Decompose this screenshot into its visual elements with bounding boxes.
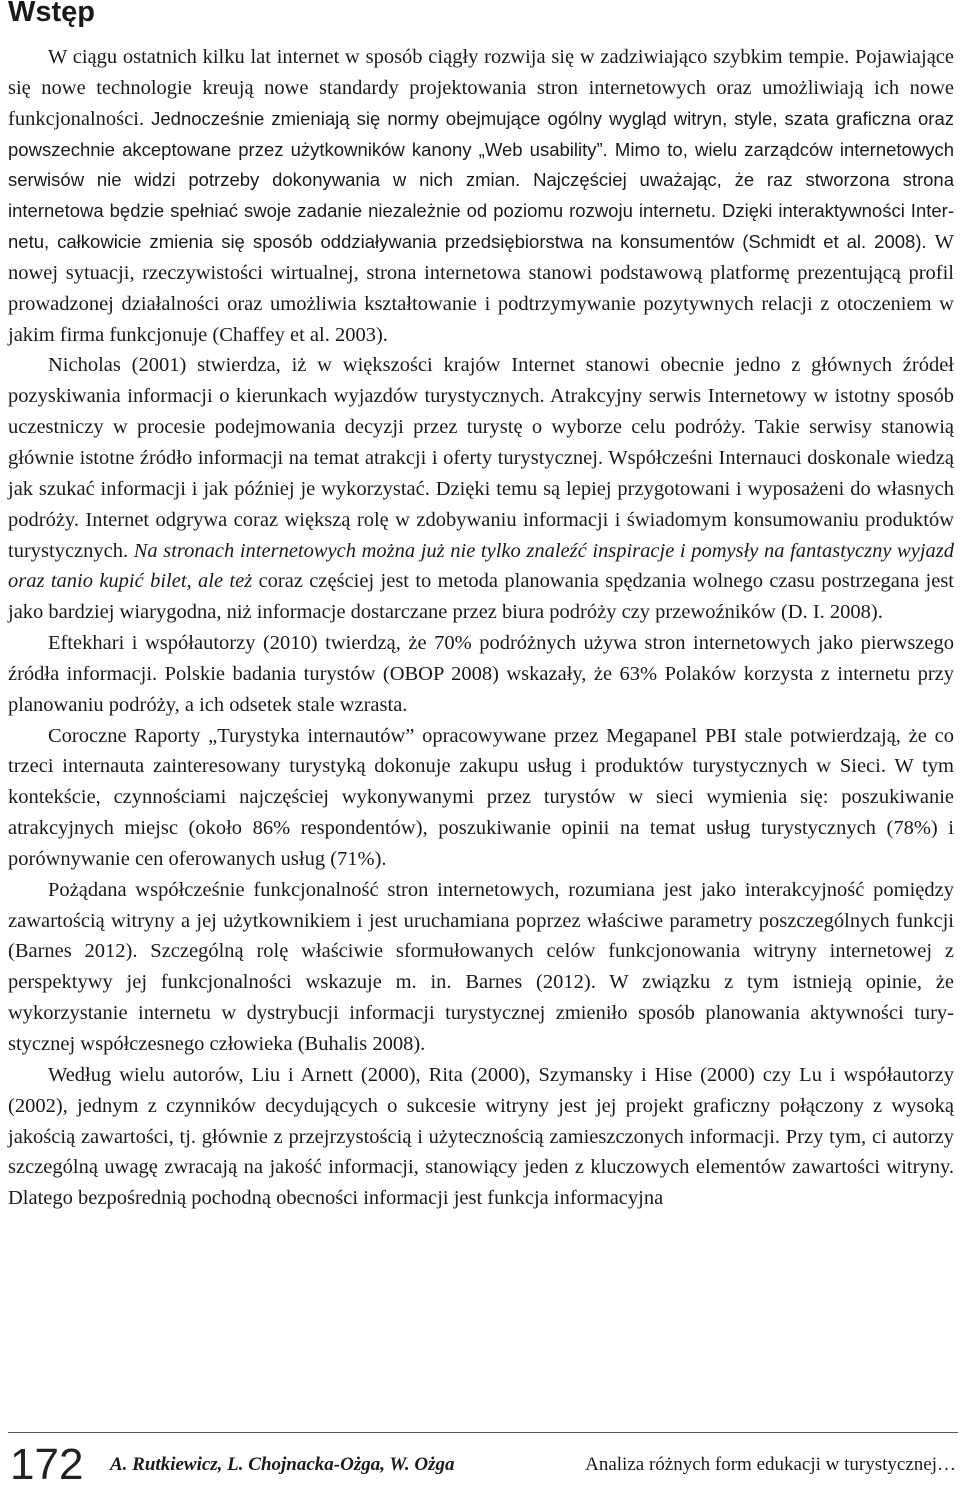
- paragraph: [8, 1060, 954, 1214]
- page-number: 172: [10, 1440, 84, 1489]
- text-segment: Jednocześnie zmieniają się normy obejmujące ogólny wygląd witryn, style, szata graficzna oraz powszechnie akceptowane przez użytkowników kanony „Web usability”. Mimo to, wielu zarządców internetowych serwisów nie widzi potrzeby dokonywania w nich zmian. Najczęściej uważając, że raz stworzona strona internetowa będzie spełniać swoje zadanie niezależnie od poziomu rozwoju internetu. Dzięki interaktywności Internetu, całkowicie zmienia się sposób oddziaływania przedsiębiorstwa na konsumentów (Schmidt et al. 2008).: [8, 107, 954, 253]
- text-segment: Pożądana współcześnie funkcjonalność stron internetowych, rozumiana jest jako interakcyjność pomiędzy zawartością witryny a jej użytkownikiem i jest uruchamiana poprzez właściwe parametry poszczególnych funkcji (Barnes 2012). Szczególną rolę właściwie sformułowanych celów funkcjonowania witryny internetowej z perspektywy jej funkcjonalności wskazuje m. in. Barnes (2012). W związku z tym istnieją opinie, że wykorzystanie internetu w dystrybucji informacji turystycznej zmieniło sposób planowania aktywności turystycznej współczesnego człowieka (Buhalis 2008).: [8, 878, 954, 1055]
- paragraph: [8, 721, 954, 875]
- paragraph: [8, 350, 954, 628]
- text-segment: W nowej sytuacji, rzeczywistości wirtualnej, strona internetowa stanowi podstawową platformę prezentującą profil prowadzonej działalności oraz umożliwia kształtowanie i podtrzymywanie pozytywnych relacji z otoczeniem w jakim firma funkcjonuje (Chaffey et al. 2003).: [8, 231, 954, 346]
- text-segment: Według wielu autorów, Liu i Arnett (2000), Rita (2000), Szymansky i Hise (2000) czy Lu i współautorzy (2002), jednym z czynników decydujących o sukcesie witryny jest jej projekt graficzny połączony z wysoką jakością zawartości, tj. głównie z przejrzystością i użytecznością zamieszczonych informacji. Przy tym, ci autorzy szczególną uwagę zwracają na jakość informacji, stanowiący jeden z kluczowych elementów zawartości witryny. Dlatego bezpośrednią pochodną obecności informacji jest funkcja informacyjna: [8, 1063, 954, 1210]
- paragraph: [8, 42, 954, 350]
- text-segment: Coroczne Raporty „Turystyka internautów” opracowywane przez Megapanel PBI stale potwierdzają, że co trzeci internauta zainteresowany turystyką dokonuje zakupu usług i produktów turystycznych w Sieci. W tym kontekście, czynnościami najczęściej wykonywanymi przez turystów w sieci wymienia się: poszukiwanie atrakcyjnych miejsc (około 86% respondentów), poszukiwanie opinii na temat usług turystycznych (78%) i porównywanie cen oferowanych usług (71%).: [8, 724, 954, 870]
- text-segment: Eftekhari i współautorzy (2010) twierdzą, że 70% podróżnych używa stron internetowych jako pierwszego źródła informacji. Polskie badania turystów (OBOP 2008) wskazały, że 63% Polaków korzysta z internetu przy planowaniu podróży, a ich odsetek stale wzrasta.: [8, 632, 954, 716]
- body-text: [8, 42, 954, 1214]
- section-heading: Wstęp: [8, 0, 95, 28]
- footer-authors: A. Rutkiewicz, L. Chojnacka-Ożga, W. Ożga: [110, 1454, 455, 1475]
- text-segment: Nicholas (2001) stwierdza, iż w większości krajów Internet stanowi obecnie jedno z głównych źródeł pozyskiwania informacji o kierunkach wyjazdów turystycznych. Atrakcyjny serwis Internetowy w istotny sposób uczestniczy w procesie podejmowania decyzji przez turystę o wyborze celu podróży. Takie serwisy stanowią głównie istotne źródło informacji na temat atrakcji i oferty turystycznej. Współcześni Internauci doskonale wiedzą jak szukać informacji i jak później je wykorzystać. Dzięki temu są lepiej przygotowani i wyposażeni do własnych podróży. Internet odgrywa coraz większą rolę w zdobywaniu informacji i świadomym konsumowaniu produktów turystycznych.: [8, 354, 954, 562]
- footer-divider: [8, 1432, 958, 1433]
- text-segment: Na stronach internetowych można już nie tylko znaleźć inspiracje i pomysły na fantastyczny wyjazd oraz tanio kupić bilet, ale też: [8, 539, 954, 593]
- footer-title: Analiza różnych form edukacji w turystycznej…: [585, 1454, 956, 1475]
- paragraph: [8, 628, 954, 721]
- paragraph: [8, 875, 954, 1060]
- text-segment: coraz częściej jest to metoda planowania spędzania wolnego czasu postrzegana jest jako bardziej wiarygodna, niż informacje dostarczane przez biura podróży czy przewoźników (D. I. 2008).: [8, 570, 954, 624]
- text-segment: W ciągu ostatnich kilku lat internet w sposób ciągły rozwija się w zadziwiająco szybkim tempie. Pojawiające się nowe technologie kreują nowe standardy projektowania stron internetowych oraz umożliwiają ich nowe funkcjonalności.: [8, 46, 954, 130]
